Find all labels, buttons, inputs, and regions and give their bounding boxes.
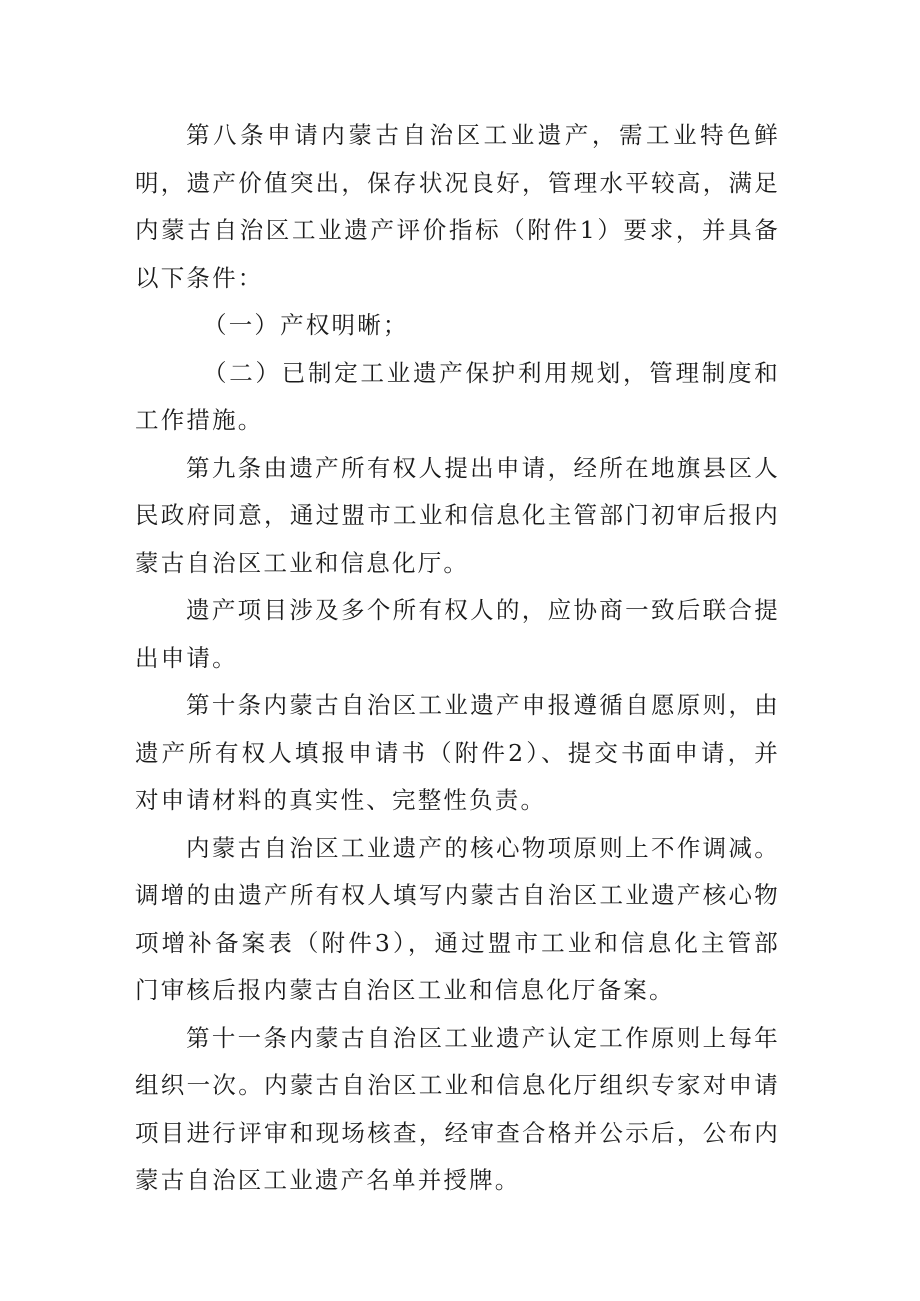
paragraph-joint-application: 遗产项目涉及多个所有权人的，应协商一致后联合提出申请。 (135, 596, 780, 672)
paragraph-article-10: 第十条内蒙古自治区工业遗产申报遵循自愿原则，由遗产所有权人填报申请书（附件2）、提交书面申请，并对申请材料的真实性、完整性负责。 (135, 691, 780, 814)
paragraph-article-8: 第八条申请内蒙古自治区工业遗产，需工业特色鲜明，遗产价值突出，保存状况良好，管理水平较高，满足内蒙古自治区工业遗产评价指标（附件1）要求，并具备以下条件： (135, 121, 780, 292)
paragraph-condition-1: （一）产权明晰； (203, 311, 409, 339)
paragraph-article-9: 第九条由遗产所有权人提出申请，经所在地旗县区人民政府同意，通过盟市工业和信息化主管部门初审后报内蒙古自治区工业和信息化厅。 (135, 453, 780, 577)
document-body (135, 112, 780, 1205)
paragraph-article-11: 第十一条内蒙古自治区工业遗产认定工作原则上每年组织一次。内蒙古自治区工业和信息化厅组织专家对申请项目进行评审和现场核查，经审查合格并公示后，公布内蒙古自治区工业遗产名单并授牌。 (135, 1023, 780, 1194)
paragraph-condition-2: （二）已制定工业遗产保护利用规划，管理制度和工作措施。 (135, 358, 780, 434)
paragraph-core-items: 内蒙古自治区工业遗产的核心物项原则上不作调减。调增的由遗产所有权人填写内蒙古自治区工业遗产核心物项增补备案表（附件3），通过盟市工业和信息化主管部门审核后报内蒙古自治区工业和信息化厅备案。 (135, 833, 780, 1004)
